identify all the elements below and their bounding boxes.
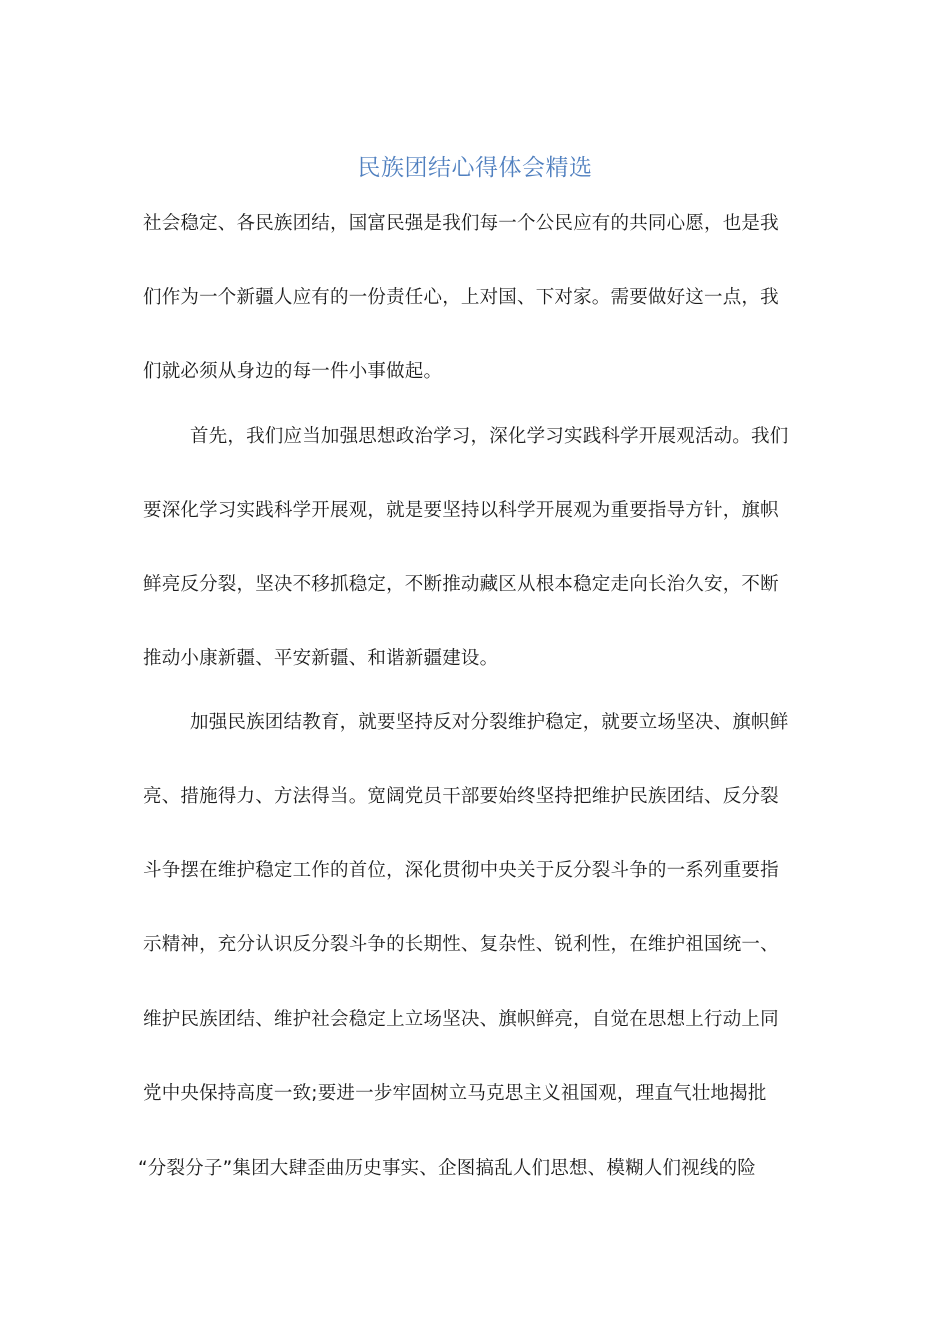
paragraph-line: 党中央保持高度一致;要进一步牢固树立马克思主义祖国观，理直气壮地揭批: [143, 1083, 767, 1104]
paragraph-line: 鲜亮反分裂，坚决不移抓稳定，不断推动藏区从根本稳定走向长治久安，不断: [143, 574, 779, 595]
paragraph-line: 推动小康新疆、平安新疆、和谐新疆建设。: [143, 648, 499, 669]
paragraph-line: 斗争摆在维护稳定工作的首位，深化贯彻中央关于反分裂斗争的一系列重要指: [143, 860, 779, 881]
paragraph-line: 社会稳定、各民族团结，国富民强是我们每一个公民应有的共同心愿，也是我: [143, 213, 779, 234]
paragraph-line: 加强民族团结教育，就要坚持反对分裂维护稳定，就要立场坚决、旗帜鲜: [190, 712, 789, 733]
document-title: 民族团结心得体会精选: [357, 155, 593, 181]
paragraph-line: 们就必须从身边的每一件小事做起。: [143, 361, 443, 382]
paragraph-line: 要深化学习实践科学开展观，就是要坚持以科学开展观为重要指导方针，旗帜: [143, 500, 779, 521]
paragraph-line: 首先，我们应当加强思想政治学习，深化学习实践科学开展观活动。我们: [190, 426, 789, 447]
paragraph-line: 维护民族团结、维护社会稳定上立场坚决、旗帜鲜亮，自觉在思想上行动上同: [143, 1009, 779, 1030]
paragraph-line: 们作为一个新疆人应有的一份责任心，上对国、下对家。需要做好这一点，我: [143, 287, 779, 308]
paragraph-line: 示精神，充分认识反分裂斗争的长期性、复杂性、锐利性，在维护祖国统一、: [143, 934, 779, 955]
paragraph-line: “分裂分子”集团大肆歪曲历史事实、企图搞乱人们思想、模糊人们视线的险: [138, 1158, 756, 1179]
paragraph-line: 亮、措施得力、方法得当。宽阔党员干部要始终坚持把维护民族团结、反分裂: [143, 786, 779, 807]
